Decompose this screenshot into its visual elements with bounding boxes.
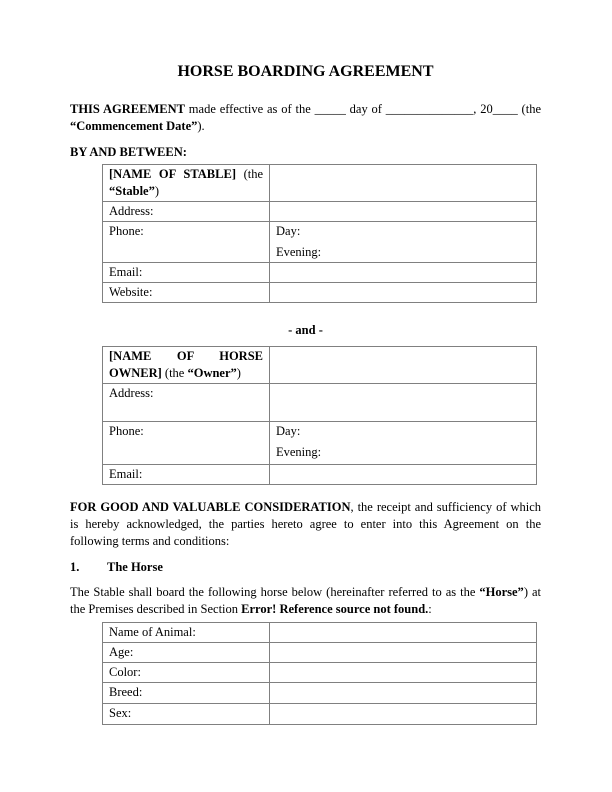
stable-name-text-end: ) bbox=[154, 184, 160, 198]
stable-phone-value-cell bbox=[270, 222, 537, 263]
section-1-heading bbox=[70, 559, 541, 576]
horse-color-label-cell: Color: bbox=[103, 663, 270, 683]
table-row bbox=[103, 384, 537, 422]
owner-phone-label-cell: Phone: bbox=[103, 422, 270, 465]
owner-name-text-end: ) bbox=[236, 366, 241, 380]
table-row bbox=[103, 663, 537, 683]
by-and-between-heading: BY AND BETWEEN: bbox=[70, 145, 187, 159]
owner-email-label-cell: Email: bbox=[103, 465, 270, 485]
intro-text: made effective as of the _____ day of ______________, 20____ (the bbox=[184, 102, 541, 116]
stable-name-cell bbox=[103, 165, 270, 202]
stable-name-placeholder: [NAME OF STABLE] bbox=[109, 167, 236, 181]
horse-age-label-cell: Age: bbox=[103, 643, 270, 663]
intro-paragraph bbox=[70, 101, 541, 135]
stable-address-label-cell: Address: bbox=[103, 202, 270, 222]
and-separator: - and - bbox=[288, 323, 323, 337]
stable-phone-label-cell: Phone: bbox=[103, 222, 270, 263]
section-1-number: 1. bbox=[70, 560, 80, 574]
stable-phone-evening-label: Evening: bbox=[276, 245, 322, 259]
intro-text-end: ). bbox=[197, 119, 205, 133]
horse-sex-label-cell: Sex: bbox=[103, 704, 270, 725]
stable-name-value-cell bbox=[270, 165, 537, 202]
horse-details-table bbox=[102, 622, 537, 725]
owner-name-placeholder: [NAME OF HORSE OWNER] bbox=[109, 349, 263, 380]
horse-color-value-cell bbox=[270, 663, 537, 683]
owner-email-value-cell bbox=[270, 465, 537, 485]
consideration-text: , the receipt and sufficiency of which is hereby acknowledged, the parties hereto agree to enter into this Agreement on the following terms and conditions: bbox=[70, 500, 541, 548]
horse-defined-term: “Horse” bbox=[479, 585, 524, 599]
horse-breed-label-cell: Breed: bbox=[103, 683, 270, 704]
horse-text-1: The Stable shall board the following horse below (hereinafter referred to as the bbox=[70, 585, 480, 599]
consideration-paragraph bbox=[70, 499, 541, 550]
stable-address-value-cell bbox=[270, 202, 537, 222]
owner-info-table bbox=[102, 346, 537, 485]
horse-text-3: : bbox=[428, 602, 432, 616]
owner-phone-day-label: Day: bbox=[276, 424, 301, 438]
stable-website-value-cell bbox=[270, 283, 537, 303]
stable-email-label-cell: Email: bbox=[103, 263, 270, 283]
horse-name-value-cell bbox=[270, 623, 537, 643]
owner-name-text: (the bbox=[161, 366, 188, 380]
table-row bbox=[103, 623, 537, 643]
intro-bold-lead: THIS AGREEMENT bbox=[70, 102, 185, 116]
table-row bbox=[103, 643, 537, 663]
owner-phone-value-cell bbox=[270, 422, 537, 465]
stable-name-text: (the bbox=[235, 167, 264, 181]
stable-phone-day-label: Day: bbox=[276, 224, 301, 238]
owner-name-value-cell bbox=[270, 347, 537, 384]
table-row bbox=[103, 347, 537, 384]
table-row bbox=[103, 222, 537, 263]
reference-error-text: Error! Reference source not found. bbox=[241, 602, 429, 616]
horse-breed-value-cell bbox=[270, 683, 537, 704]
table-row bbox=[103, 422, 537, 465]
owner-name-cell bbox=[103, 347, 270, 384]
stable-website-label-cell: Website: bbox=[103, 283, 270, 303]
owner-defined-term: “Owner” bbox=[187, 366, 237, 380]
table-row bbox=[103, 202, 537, 222]
section-1-title: The Horse bbox=[107, 560, 163, 574]
horse-text-2: ) at the Premises described in Section bbox=[70, 585, 541, 616]
horse-age-value-cell bbox=[270, 643, 537, 663]
table-row bbox=[103, 263, 537, 283]
table-row bbox=[103, 704, 537, 725]
table-row bbox=[103, 683, 537, 704]
table-row bbox=[103, 165, 537, 202]
owner-address-label-cell: Address: bbox=[103, 384, 270, 422]
consideration-bold-lead: FOR GOOD AND VALUABLE CONSIDERATION bbox=[70, 500, 351, 514]
table-row bbox=[103, 283, 537, 303]
stable-defined-term: “Stable” bbox=[109, 184, 155, 198]
table-row bbox=[103, 465, 537, 485]
horse-sex-value-cell bbox=[270, 704, 537, 725]
document-title: HORSE BOARDING AGREEMENT bbox=[177, 63, 434, 80]
owner-address-value-cell bbox=[270, 384, 537, 422]
commencement-date-term: “Commencement Date” bbox=[70, 119, 198, 133]
stable-email-value-cell bbox=[270, 263, 537, 283]
horse-paragraph bbox=[70, 584, 541, 618]
stable-info-table bbox=[102, 164, 537, 303]
owner-phone-evening-label: Evening: bbox=[276, 445, 322, 459]
horse-name-label-cell: Name of Animal: bbox=[103, 623, 270, 643]
